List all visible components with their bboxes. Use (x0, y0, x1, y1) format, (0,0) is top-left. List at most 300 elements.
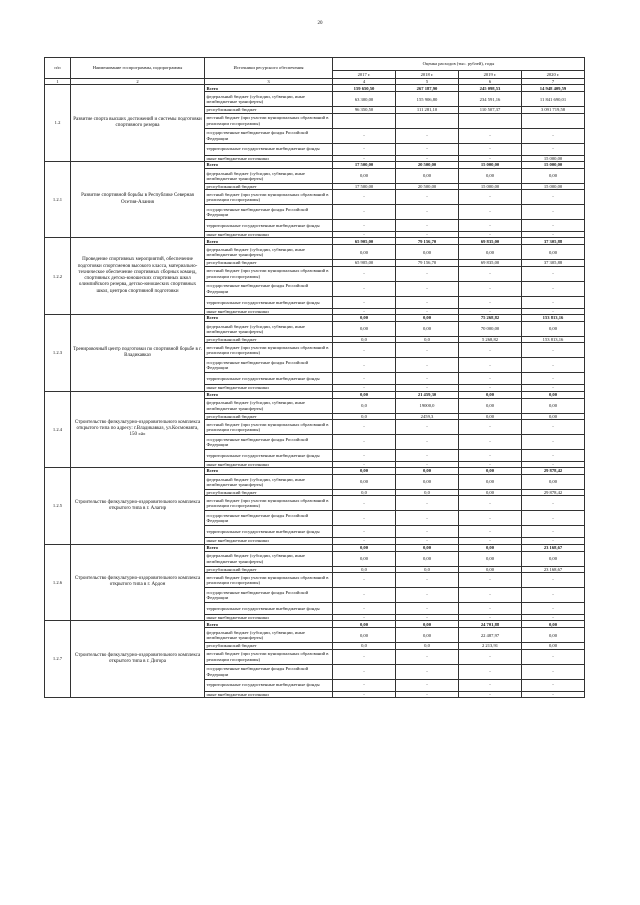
amount-cell: 0,00 (333, 551, 396, 566)
program-name: Строительство физкультурно-оздоровительного комплекса открытого типа в г. Дигора (71, 621, 205, 698)
amount-cell: - (522, 572, 585, 587)
amount-cell: 37 305,88 (522, 238, 585, 245)
amount-cell: 75 268,82 (459, 314, 522, 321)
amount-cell: - (333, 679, 396, 691)
amount-cell: 21 459,30 (396, 391, 459, 398)
amount-cell: 22 487,97 (459, 628, 522, 643)
amount-cell: 0,00 (396, 245, 459, 260)
amount-cell: - (333, 526, 396, 538)
amount-cell: - (333, 143, 396, 155)
amount-cell: - (459, 664, 522, 679)
budget-table (44, 57, 585, 698)
amount-cell: 0,00 (396, 314, 459, 321)
amount-cell: 17 500,00 (333, 161, 396, 168)
funding-source: республиканский бюджет (205, 336, 333, 342)
amount-cell: 19000,0 (396, 398, 459, 413)
amount-cell: 29 878,42 (522, 490, 585, 496)
amount-cell: - (396, 511, 459, 526)
amount-cell: 0,00 (396, 621, 459, 628)
funding-source: федеральный бюджет (субсидии, субвенции, иные межбюджетные трансферты) (205, 551, 333, 566)
program-name: Развитие спорта высших достижений и системы подготовки спортивного резерва (71, 85, 205, 162)
amount-cell (396, 113, 459, 128)
funding-source: иные внебюджетные источники (205, 461, 333, 467)
amount-cell: 20 500,00 (396, 183, 459, 189)
amount-cell: 0,00 (522, 413, 585, 419)
amount-cell: - (396, 572, 459, 587)
amount-cell: - (522, 419, 585, 434)
row-number: 1.2.3 (45, 314, 71, 391)
amount-cell: 15 000,00 (522, 161, 585, 168)
amount-cell: 0,00 (333, 168, 396, 183)
amount-cell: - (459, 358, 522, 373)
header-num: п/п (45, 58, 71, 79)
amount-cell: 11 841 690,01 (522, 92, 585, 107)
amount-cell: 245 098,53 (459, 85, 522, 92)
header-index: 7 (522, 79, 585, 85)
amount-cell: - (522, 343, 585, 358)
amount-cell: - (396, 281, 459, 296)
amount-cell: - (396, 434, 459, 449)
header-index: 2 (71, 79, 205, 85)
header-year: 2017 г. (333, 71, 396, 79)
amount-cell: 70 000,00 (459, 321, 522, 336)
table-row (45, 544, 585, 551)
amount-cell: 65 905,00 (333, 238, 396, 245)
amount-cell: - (396, 691, 459, 697)
amount-cell: - (459, 308, 522, 314)
amount-cell: 0,00 (396, 551, 459, 566)
amount-cell: - (522, 461, 585, 467)
amount-cell: - (396, 664, 459, 679)
amount-cell: 2 213,91 (459, 643, 522, 649)
amount-cell: - (459, 691, 522, 697)
funding-source: местный бюджет (при участии муниципальных образований в реализации госпрограммы) (205, 266, 333, 281)
row-number: 1.2.1 (45, 161, 71, 238)
amount-cell: - (522, 664, 585, 679)
amount-cell: - (333, 232, 396, 238)
amount-cell: - (459, 572, 522, 587)
amount-cell: 0,00 (522, 551, 585, 566)
amount-cell: 79 156,70 (396, 238, 459, 245)
amount-cell: 24 701,88 (459, 621, 522, 628)
amount-cell: - (396, 190, 459, 205)
amount-cell: 0,0 (396, 643, 459, 649)
funding-source: республиканский бюджет (205, 107, 333, 113)
amount-cell: - (459, 205, 522, 220)
funding-source: Всего (205, 85, 333, 92)
funding-source: территориальные государственные внебюджетные фонды (205, 373, 333, 385)
amount-cell: 0,00 (333, 468, 396, 475)
header-year: 2020 г. (522, 71, 585, 79)
amount-cell: 69 835,00 (459, 260, 522, 266)
amount-cell: - (459, 220, 522, 232)
amount-cell: 0,00 (459, 544, 522, 551)
program-name: Развитие спортивной борьбы в Республике Северная Осетия-Алания (71, 161, 205, 238)
amount-cell: - (522, 538, 585, 544)
amount-cell: - (333, 614, 396, 620)
amount-cell: - (333, 128, 396, 143)
funding-source: местный бюджет (при участии муниципальных образований в реализации госпрограммы) (205, 572, 333, 587)
amount-cell: - (396, 385, 459, 391)
amount-cell: 0,00 (459, 245, 522, 260)
amount-cell: - (522, 266, 585, 281)
amount-cell: - (333, 343, 396, 358)
funding-source: государственные внебюджетные фонды Российской Федерации (205, 358, 333, 373)
amount-cell: - (333, 308, 396, 314)
amount-cell: - (459, 602, 522, 614)
row-number: 1.2.4 (45, 391, 71, 468)
amount-cell: 0,00 (333, 314, 396, 321)
amount-cell: 29 878,42 (522, 468, 585, 475)
amount-cell: - (522, 232, 585, 238)
program-name: Строительство физкультурно-оздоровительного комплекса открытого типа в г. Ардон (71, 544, 205, 621)
amount-cell: 0,00 (459, 168, 522, 183)
amount-cell: 0,0 (333, 566, 396, 572)
amount-cell: - (522, 296, 585, 308)
amount-cell: 0,00 (396, 628, 459, 643)
amount-cell: - (459, 343, 522, 358)
funding-source: республиканский бюджет (205, 260, 333, 266)
amount-cell: - (396, 526, 459, 538)
row-number: 1.2 (45, 85, 71, 162)
amount-cell: 0,00 (459, 391, 522, 398)
amount-cell: - (459, 538, 522, 544)
header-year: 2019 г. (459, 71, 522, 79)
amount-cell: 0,00 (522, 391, 585, 398)
amount-cell: 0,0 (333, 490, 396, 496)
amount-cell: - (522, 358, 585, 373)
funding-source: государственные внебюджетные фонды Российской Федерации (205, 281, 333, 296)
amount-cell: - (333, 205, 396, 220)
amount-cell: - (459, 587, 522, 602)
amount-cell: - (333, 587, 396, 602)
amount-cell: - (333, 461, 396, 467)
amount-cell: 69 835,00 (459, 238, 522, 245)
funding-source: территориальные государственные внебюджетные фонды (205, 526, 333, 538)
amount-cell: - (522, 691, 585, 697)
amount-cell: 23 168,67 (522, 566, 585, 572)
table-row (45, 161, 585, 168)
amount-cell: 110 507,37 (459, 107, 522, 113)
amount-cell: 0,00 (459, 413, 522, 419)
funding-source: территориальные государственные внебюджетные фонды (205, 296, 333, 308)
amount-cell: 17 500,00 (333, 183, 396, 189)
funding-source: местный бюджет (при участии муниципальных образований в реализации госпрограммы) (205, 496, 333, 511)
row-number: 1.2.7 (45, 621, 71, 698)
amount-cell: - (459, 385, 522, 391)
amount-cell: 0,00 (396, 544, 459, 551)
program-name: Проведение спортивных мероприятий, обеспечение подготовки спортсменов высокого класса, материально-техническое обеспечение спортивных сборных команд, спортивных детско-юношеских спортивных школ олимпийского резерва, детско-юношеских спортивных школ, центров спортивной подготовки (71, 238, 205, 315)
funding-source: федеральный бюджет (субсидии, субвенции, иные межбюджетные трансферты) (205, 475, 333, 490)
funding-source: Всего (205, 468, 333, 475)
funding-source: Всего (205, 314, 333, 321)
amount-cell: - (333, 155, 396, 161)
funding-source: государственные внебюджетные фонды Российской Федерации (205, 434, 333, 449)
amount-cell: - (396, 679, 459, 691)
funding-source: государственные внебюджетные фонды Российской Федерации (205, 205, 333, 220)
funding-source: иные внебюджетные источники (205, 614, 333, 620)
funding-source: иные внебюджетные источники (205, 232, 333, 238)
amount-cell: 0,00 (522, 321, 585, 336)
page-number: 20 (317, 21, 323, 26)
funding-source: федеральный бюджет (субсидии, субвенции, иные межбюджетные трансферты) (205, 628, 333, 643)
amount-cell: - (459, 128, 522, 143)
amount-cell: - (396, 587, 459, 602)
amount-cell: - (396, 419, 459, 434)
amount-cell: 0,0 (396, 490, 459, 496)
funding-source: федеральный бюджет (субсидии, субвенции, иные межбюджетные трансферты) (205, 92, 333, 107)
amount-cell: - (459, 449, 522, 461)
amount-cell: - (522, 614, 585, 620)
amount-cell: - (396, 205, 459, 220)
amount-cell: - (459, 614, 522, 620)
header-estimate: Оценка расходов (тыс. рублей), годы (333, 58, 585, 71)
funding-source: территориальные государственные внебюджетные фонды (205, 220, 333, 232)
amount-cell: 0,0 (333, 398, 396, 413)
amount-cell: 155 906,80 (396, 92, 459, 107)
amount-cell: 0,0 (333, 336, 396, 342)
amount-cell: 79 156,70 (396, 260, 459, 266)
amount-cell: - (396, 602, 459, 614)
amount-cell: - (396, 461, 459, 467)
amount-cell: - (396, 343, 459, 358)
amount-cell (522, 113, 585, 128)
table-row (45, 621, 585, 628)
amount-cell: 20 500,00 (396, 161, 459, 168)
funding-source: местный бюджет (при участии муниципальных образований в реализации госпрограммы) (205, 649, 333, 664)
amount-cell: - (333, 496, 396, 511)
amount-cell: - (522, 511, 585, 526)
amount-cell: - (333, 358, 396, 373)
amount-cell: 5 268,82 (459, 336, 522, 342)
amount-cell: 0,00 (333, 621, 396, 628)
amount-cell: - (459, 281, 522, 296)
amount-cell: 23 168,67 (522, 544, 585, 551)
amount-cell: - (396, 449, 459, 461)
amount-cell: 63 300,00 (333, 92, 396, 107)
amount-cell: - (522, 602, 585, 614)
amount-cell: - (396, 358, 459, 373)
amount-cell: - (396, 296, 459, 308)
amount-cell: 0,00 (522, 643, 585, 649)
amount-cell: - (459, 649, 522, 664)
amount-cell: - (522, 373, 585, 385)
amount-cell: 159 650,50 (333, 85, 396, 92)
funding-source: республиканский бюджет (205, 643, 333, 649)
amount-cell: - (459, 155, 522, 161)
amount-cell: 0,00 (396, 475, 459, 490)
header-index: 5 (396, 79, 459, 85)
amount-cell: 234 591,16 (459, 92, 522, 107)
amount-cell: - (333, 449, 396, 461)
amount-cell: - (396, 143, 459, 155)
table-row (45, 85, 585, 92)
amount-cell: 0,00 (522, 628, 585, 643)
amount-cell: - (396, 373, 459, 385)
amount-cell: - (522, 679, 585, 691)
funding-source: иные внебюджетные источники (205, 155, 333, 161)
amount-cell: 0,00 (396, 321, 459, 336)
amount-cell: - (396, 496, 459, 511)
amount-cell: - (522, 496, 585, 511)
funding-source: Всего (205, 391, 333, 398)
amount-cell: - (459, 190, 522, 205)
amount-cell: - (459, 266, 522, 281)
amount-cell: 37 305,88 (522, 260, 585, 266)
amount-cell: - (522, 281, 585, 296)
amount-cell: 0,00 (333, 475, 396, 490)
row-number: 1.2.2 (45, 238, 71, 315)
amount-cell: 0,00 (333, 245, 396, 260)
amount-cell: - (522, 649, 585, 664)
funding-source: местный бюджет (при участии муниципальных образований в реализации госпрограммы) (205, 419, 333, 434)
header-index: 1 (45, 79, 71, 85)
amount-cell: - (522, 205, 585, 220)
amount-cell: 0,00 (459, 475, 522, 490)
funding-source: иные внебюджетные источники (205, 538, 333, 544)
funding-source: иные внебюджетные источники (205, 385, 333, 391)
amount-cell: - (396, 232, 459, 238)
amount-cell: 15 000,00 (459, 161, 522, 168)
amount-cell: 0,00 (333, 628, 396, 643)
amount-cell: - (396, 308, 459, 314)
amount-cell: - (333, 691, 396, 697)
amount-cell: - (333, 190, 396, 205)
amount-cell: - (459, 143, 522, 155)
amount-cell: - (333, 572, 396, 587)
amount-cell: - (396, 538, 459, 544)
amount-cell: - (522, 128, 585, 143)
funding-source: республиканский бюджет (205, 566, 333, 572)
amount-cell: 2459,3 (396, 413, 459, 419)
amount-cell: 0,00 (459, 468, 522, 475)
amount-cell: - (396, 220, 459, 232)
funding-source: государственные внебюджетные фонды Российской Федерации (205, 128, 333, 143)
amount-cell: - (522, 526, 585, 538)
header-index: 4 (333, 79, 396, 85)
header-index: 6 (459, 79, 522, 85)
table-body (45, 85, 585, 698)
amount-cell: - (333, 385, 396, 391)
table-row (45, 314, 585, 321)
amount-cell: - (522, 449, 585, 461)
table-row (45, 238, 585, 245)
amount-cell: 0,00 (522, 245, 585, 260)
funding-source: республиканский бюджет (205, 490, 333, 496)
amount-cell: 153 813,16 (522, 336, 585, 342)
amount-cell: - (522, 220, 585, 232)
amount-cell: 0,00 (522, 168, 585, 183)
amount-cell: 14 948 409,59 (522, 85, 585, 92)
amount-cell: - (333, 602, 396, 614)
amount-cell: 65 905,00 (333, 260, 396, 266)
amount-cell: - (522, 143, 585, 155)
amount-cell: - (333, 220, 396, 232)
amount-cell: - (459, 373, 522, 385)
funding-source: федеральный бюджет (субсидии, субвенции, иные межбюджетные трансферты) (205, 245, 333, 260)
amount-cell: - (459, 511, 522, 526)
amount-cell: 0,00 (333, 391, 396, 398)
amount-cell: - (333, 511, 396, 526)
amount-cell: 0,00 (459, 490, 522, 496)
amount-cell: 267 187,90 (396, 85, 459, 92)
row-number: 1.2.5 (45, 468, 71, 545)
funding-source: федеральный бюджет (субсидии, субвенции, иные межбюджетные трансферты) (205, 321, 333, 336)
amount-cell: 0,0 (333, 413, 396, 419)
amount-cell: - (522, 385, 585, 391)
table-row (45, 391, 585, 398)
funding-source: территориальные государственные внебюджетные фонды (205, 449, 333, 461)
amount-cell: 0,00 (333, 321, 396, 336)
table-row (45, 468, 585, 475)
amount-cell: - (459, 461, 522, 467)
amount-cell: 0,00 (522, 475, 585, 490)
amount-cell: - (396, 128, 459, 143)
amount-cell: 0,00 (396, 468, 459, 475)
funding-source: Всего (205, 238, 333, 245)
amount-cell: - (459, 679, 522, 691)
amount-cell (333, 113, 396, 128)
amount-cell: - (522, 434, 585, 449)
funding-source: Всего (205, 621, 333, 628)
row-number: 1.2.6 (45, 544, 71, 621)
amount-cell: 153 813,16 (522, 314, 585, 321)
amount-cell: 0,00 (522, 398, 585, 413)
funding-source: местный бюджет (при участии муниципальных образований в реализации госпрограммы) (205, 343, 333, 358)
amount-cell: 0,0 (333, 643, 396, 649)
funding-source: Всего (205, 544, 333, 551)
amount-cell: - (522, 308, 585, 314)
amount-cell: 0,00 (459, 566, 522, 572)
amount-cell: - (333, 664, 396, 679)
amount-cell: 0,00 (396, 168, 459, 183)
header-program-name: Наименование госпрограммы, подпрограммы (71, 58, 205, 79)
amount-cell: 15 000,00 (459, 183, 522, 189)
funding-source: иные внебюджетные источники (205, 308, 333, 314)
amount-cell: - (459, 434, 522, 449)
funding-source: государственные внебюджетные фонды Российской Федерации (205, 511, 333, 526)
header-year: 2018 г. (396, 71, 459, 79)
header-index: 3 (205, 79, 333, 85)
funding-source: Всего (205, 161, 333, 168)
funding-source: республиканский бюджет (205, 413, 333, 419)
amount-cell: - (396, 266, 459, 281)
amount-cell: 0,00 (522, 621, 585, 628)
amount-cell: 0,00 (333, 544, 396, 551)
amount-cell: 3 091 719,58 (522, 107, 585, 113)
funding-source: территориальные государственные внебюджетные фонды (205, 679, 333, 691)
amount-cell: 0,00 (459, 551, 522, 566)
funding-source: местный бюджет (при участии муниципальных образований в реализации госпрограммы) (205, 113, 333, 128)
header-source: Источники ресурсного обеспечения (205, 58, 333, 79)
amount-cell: - (333, 434, 396, 449)
funding-source: государственные внебюджетные фонды Российской Федерации (205, 587, 333, 602)
amount-cell: - (522, 587, 585, 602)
amount-cell: 0,0 (396, 566, 459, 572)
amount-cell: - (396, 155, 459, 161)
amount-cell: 96 350,50 (333, 107, 396, 113)
amount-cell: - (459, 419, 522, 434)
amount-cell: - (459, 296, 522, 308)
funding-source: территориальные государственные внебюджетные фонды (205, 143, 333, 155)
amount-cell: 0,0 (396, 336, 459, 342)
amount-cell: - (333, 649, 396, 664)
amount-cell: - (333, 296, 396, 308)
program-name: Строительство физкультурно-оздоровительного комплекса открытого типа по адресу: г.Владикавказ, ул.Космонавта, 150 «а» (71, 391, 205, 468)
funding-source: иные внебюджетные источники (205, 691, 333, 697)
funding-source: территориальные государственные внебюджетные фонды (205, 602, 333, 614)
funding-source: федеральный бюджет (субсидии, субвенции, иные межбюджетные трансферты) (205, 168, 333, 183)
